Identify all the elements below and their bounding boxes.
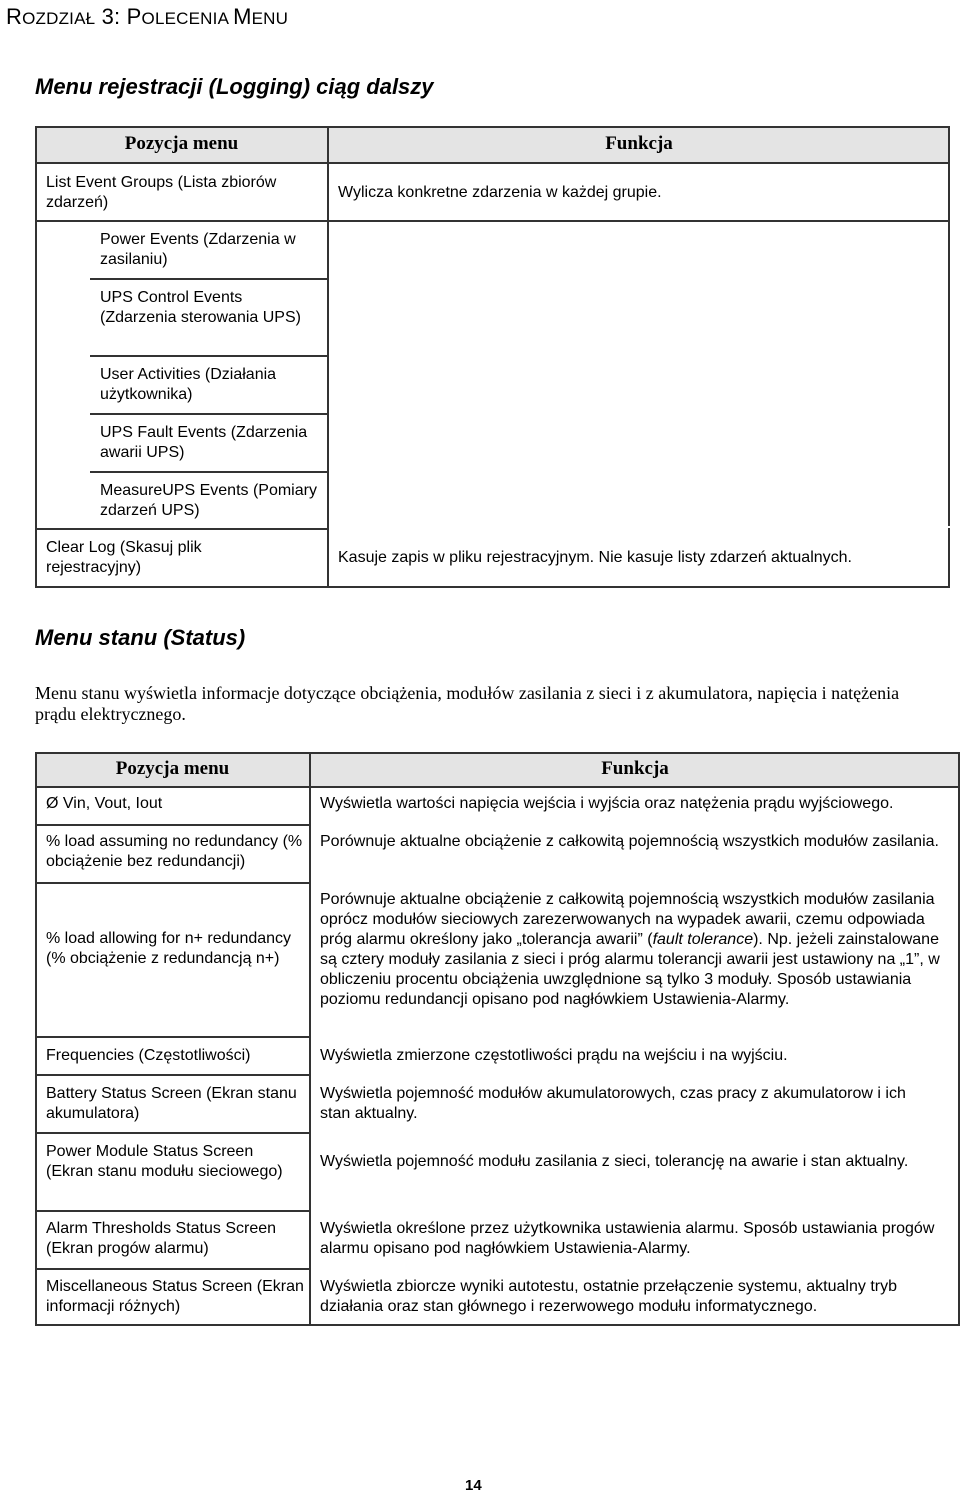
status-row-item: % load assuming no redundancy (% obciążenie bez redundancji) [46, 833, 303, 870]
status-row-function: Wyświetla pojemność modułu zasilania z sieci, tolerancję na awarie i stan aktualny. [320, 1153, 909, 1170]
status-row-item: % load allowing for n+ redundancy (% obciążenie z redundancją n+) [46, 930, 292, 967]
logging-header-item: Pozycja menu [35, 126, 328, 163]
status-row-item: Power Module Status Screen (Ekran stanu modułu sieciowego) [46, 1143, 283, 1180]
logging-subrow-item: UPS Fault Events (Zdarzenia awarii UPS) [100, 424, 308, 461]
status-row-function: Wyświetla wartości napięcia wejścia i wyjścia oraz natężenia prądu wyjściowego. [320, 795, 894, 812]
logging-subrow-item: UPS Control Events (Zdarzenia sterowania UPS) [100, 289, 301, 326]
status-section-title: Menu stanu (Status) [35, 625, 246, 650]
status-row-item: Frequencies (Częstotliwości) [46, 1047, 251, 1064]
logging-section-title: Menu rejestracji (Logging) ciąg dalszy [35, 74, 434, 99]
status-row-function: Wyświetla zmierzone częstotliwości prądu na wejściu i na wyjściu. [320, 1047, 788, 1064]
logging-table [35, 126, 950, 588]
status-header-function: Funkcja [310, 752, 960, 788]
logging-row-item: Clear Log (Skasuj plik rejestracyjny) [46, 539, 202, 576]
logging-subrow-item: User Activities (Działania użytkownika) [100, 366, 277, 403]
status-row-function: Porównuje aktualne obciążenie z całkowitą pojemnością wszystkich modułów zasilania. [320, 833, 939, 850]
logging-row-item: List Event Groups (Lista zbiorów zdarzeń) [46, 174, 277, 211]
status-table [35, 752, 960, 1326]
status-header-item: Pozycja menu [35, 752, 310, 788]
status-row-item: Miscellaneous Status Screen (Ekran informacji różnych) [46, 1278, 304, 1315]
status-row-function: Wyświetla określone przez użytkownika ustawienia alarmu. Sposób ustawiania progów alarmu opisano pod nagłówkiem Ustawienia-Alarmy. [320, 1220, 935, 1257]
status-row-function: Porównuje aktualne obciążenie z całkowitą pojemnością wszystkich modułów zasilania oprócz modułów sieciowych zarezerwowanych na wypadek awarii, czemu odpowiada próg alarmu określony jako „tolerancja awarii” (fault tolerance). Np. jeżeli zainstalowane są cztery moduły zasilania z sieci i próg alarmu tolerancji awarii jest ustawiony na „1”, w obliczeniu procentu obciążenia uwzględnione są tylko 3 moduły. Sposób ustawiania poziomu redundancji opisano pod nagłówkiem Ustawienia-Alarmy. [320, 891, 940, 1008]
logging-subrow-item: MeasureUPS Events (Pomiary zdarzeń UPS) [100, 482, 317, 519]
logging-header-function: Funkcja [328, 126, 950, 163]
status-intro-paragraph: Menu stanu wyświetla informacje dotyczące obciążenia, modułów zasilania z sieci i z akumulatora, napięcia i natężenia prądu elektrycznego. [35, 683, 900, 724]
page-number: 14 [465, 1477, 482, 1494]
logging-row-function: Wylicza konkretne zdarzenia w każdej grupie. [338, 184, 662, 201]
chapter-heading: ROZDZIAŁ 3: POLECENIA MENU [6, 4, 289, 29]
status-row-item: Battery Status Screen (Ekran stanu akumulatora) [46, 1085, 297, 1122]
status-row-item: Alarm Thresholds Status Screen (Ekran progów alarmu) [46, 1220, 277, 1257]
logging-row-function: Kasuje zapis w pliku rejestracyjnym. Nie kasuje listy zdarzeń aktualnych. [338, 549, 852, 566]
logging-subrow-item: Power Events (Zdarzenia w zasilaniu) [100, 231, 296, 268]
status-row-function: Wyświetla zbiorcze wyniki autotestu, ostatnie przełączenie systemu, aktualny tryb działania oraz stan głównego i rezerwowego modułu informatycznego. [320, 1278, 897, 1315]
status-row-function: Wyświetla pojemność modułów akumulatorowych, czas pracy z akumulatorow i ich stan aktualny. [320, 1085, 906, 1122]
status-row-item: Ø Vin, Vout, Iout [46, 795, 163, 812]
